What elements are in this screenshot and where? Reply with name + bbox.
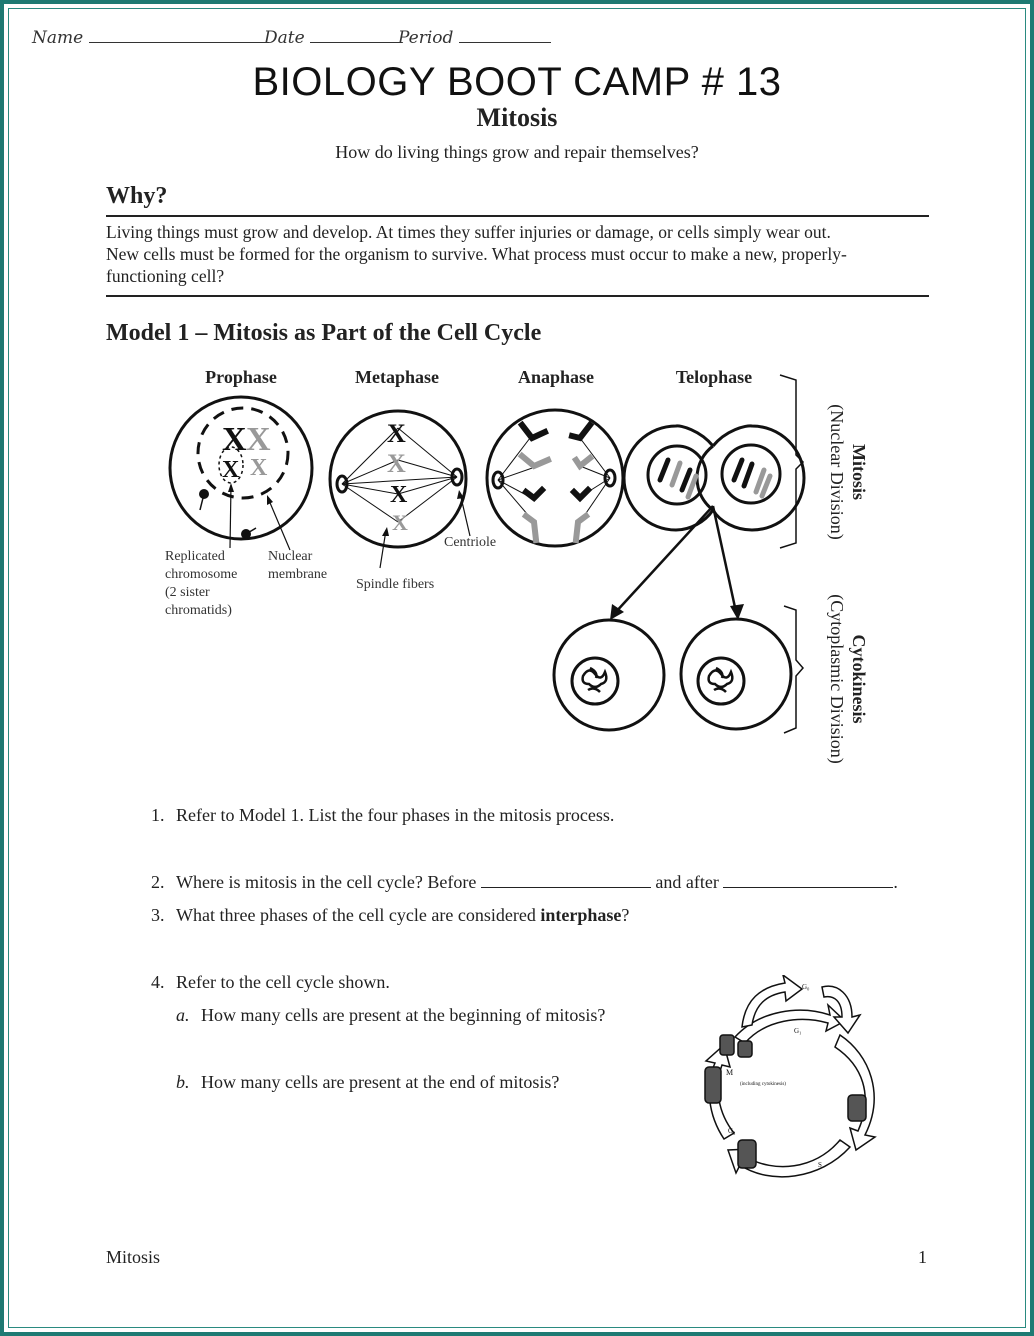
- checkpoint-marker: [738, 1041, 752, 1057]
- s-arrow: [835, 1035, 875, 1150]
- replicated-chromosome-label: Replicated chromosome (2 sister chromatids): [165, 549, 238, 618]
- date-label: Date: [264, 28, 305, 48]
- g2-label: G₂: [728, 1127, 736, 1135]
- why-line-3: functioning cell?: [106, 266, 225, 286]
- name-label: Name: [32, 28, 84, 48]
- after-answer-blank[interactable]: [723, 873, 893, 888]
- m-label: M: [726, 1068, 734, 1077]
- interphase-term: interphase: [540, 905, 622, 925]
- phase-label-metaphase: Metaphase: [355, 367, 439, 387]
- checkpoint-marker: [738, 1140, 756, 1168]
- why-heading: Why?: [106, 183, 168, 209]
- checkpoint-marker: [848, 1095, 866, 1121]
- why-line-2: New cells must be formed for the organism to survive. What process must occur to make a new, properly-: [106, 244, 847, 264]
- page-title: BIOLOGY BOOT CAMP # 13: [252, 60, 782, 104]
- cytokinesis-bracket: [784, 606, 803, 733]
- why-line-1: Living things must grow and develop. At times they suffer injuries or damage, or cells simply wear out.: [106, 222, 831, 242]
- cell-cycle-diagram: [690, 975, 890, 1195]
- model1-heading: Model 1 – Mitosis as Part of the Cell Cycle: [106, 320, 542, 346]
- nuclear-membrane-label: Nuclear membrane: [268, 549, 328, 582]
- s-label: S: [818, 1161, 822, 1169]
- page-subtitle: Mitosis: [476, 103, 558, 132]
- page-number: 1: [918, 1247, 927, 1267]
- footer-left: Mitosis: [106, 1247, 161, 1267]
- phase-label-anaphase: Anaphase: [517, 367, 595, 387]
- svg-text:X: X: [390, 482, 408, 508]
- svg-text:X: X: [387, 419, 406, 448]
- daughter-cell-right: [681, 619, 791, 729]
- mitosis-title: Mitosis: [849, 444, 869, 500]
- spindle-fibers-label: Spindle fibers: [356, 577, 435, 592]
- svg-text:X: X: [387, 449, 406, 478]
- g1-label: G₁: [794, 1027, 802, 1035]
- daughter-cell-left: [554, 620, 664, 730]
- checkpoint-marker: [720, 1035, 734, 1055]
- svg-text:X: X: [222, 421, 247, 458]
- phase-label-telophase: Telophase: [675, 367, 753, 387]
- svg-text:X: X: [246, 421, 271, 458]
- before-answer-blank[interactable]: [481, 873, 651, 888]
- m-note: (including cytokinesis): [740, 1082, 786, 1087]
- anaphase-cell: [487, 410, 623, 546]
- cytokinesis-subtitle: (Cytoplasmic Division): [827, 594, 847, 764]
- svg-text:X: X: [250, 455, 268, 481]
- centriole-label: Centriole: [444, 535, 497, 550]
- mitosis-bracket-label: [826, 372, 870, 572]
- g0-label: G₀: [802, 983, 810, 991]
- prophase-cell: [170, 397, 312, 550]
- period-label: Period: [398, 28, 454, 48]
- checkpoint-marker: [705, 1067, 721, 1103]
- svg-text:X: X: [392, 510, 408, 535]
- svg-text:X: X: [222, 457, 240, 483]
- phase-label-prophase: Prophase: [205, 367, 277, 387]
- cytokinesis-title: Cytokinesis: [849, 634, 869, 724]
- cytokinesis-bracket-label: [826, 554, 870, 804]
- mitosis-subtitle: (Nuclear Division): [827, 404, 847, 540]
- guiding-question: How do living things grow and repair themselves?: [335, 142, 699, 162]
